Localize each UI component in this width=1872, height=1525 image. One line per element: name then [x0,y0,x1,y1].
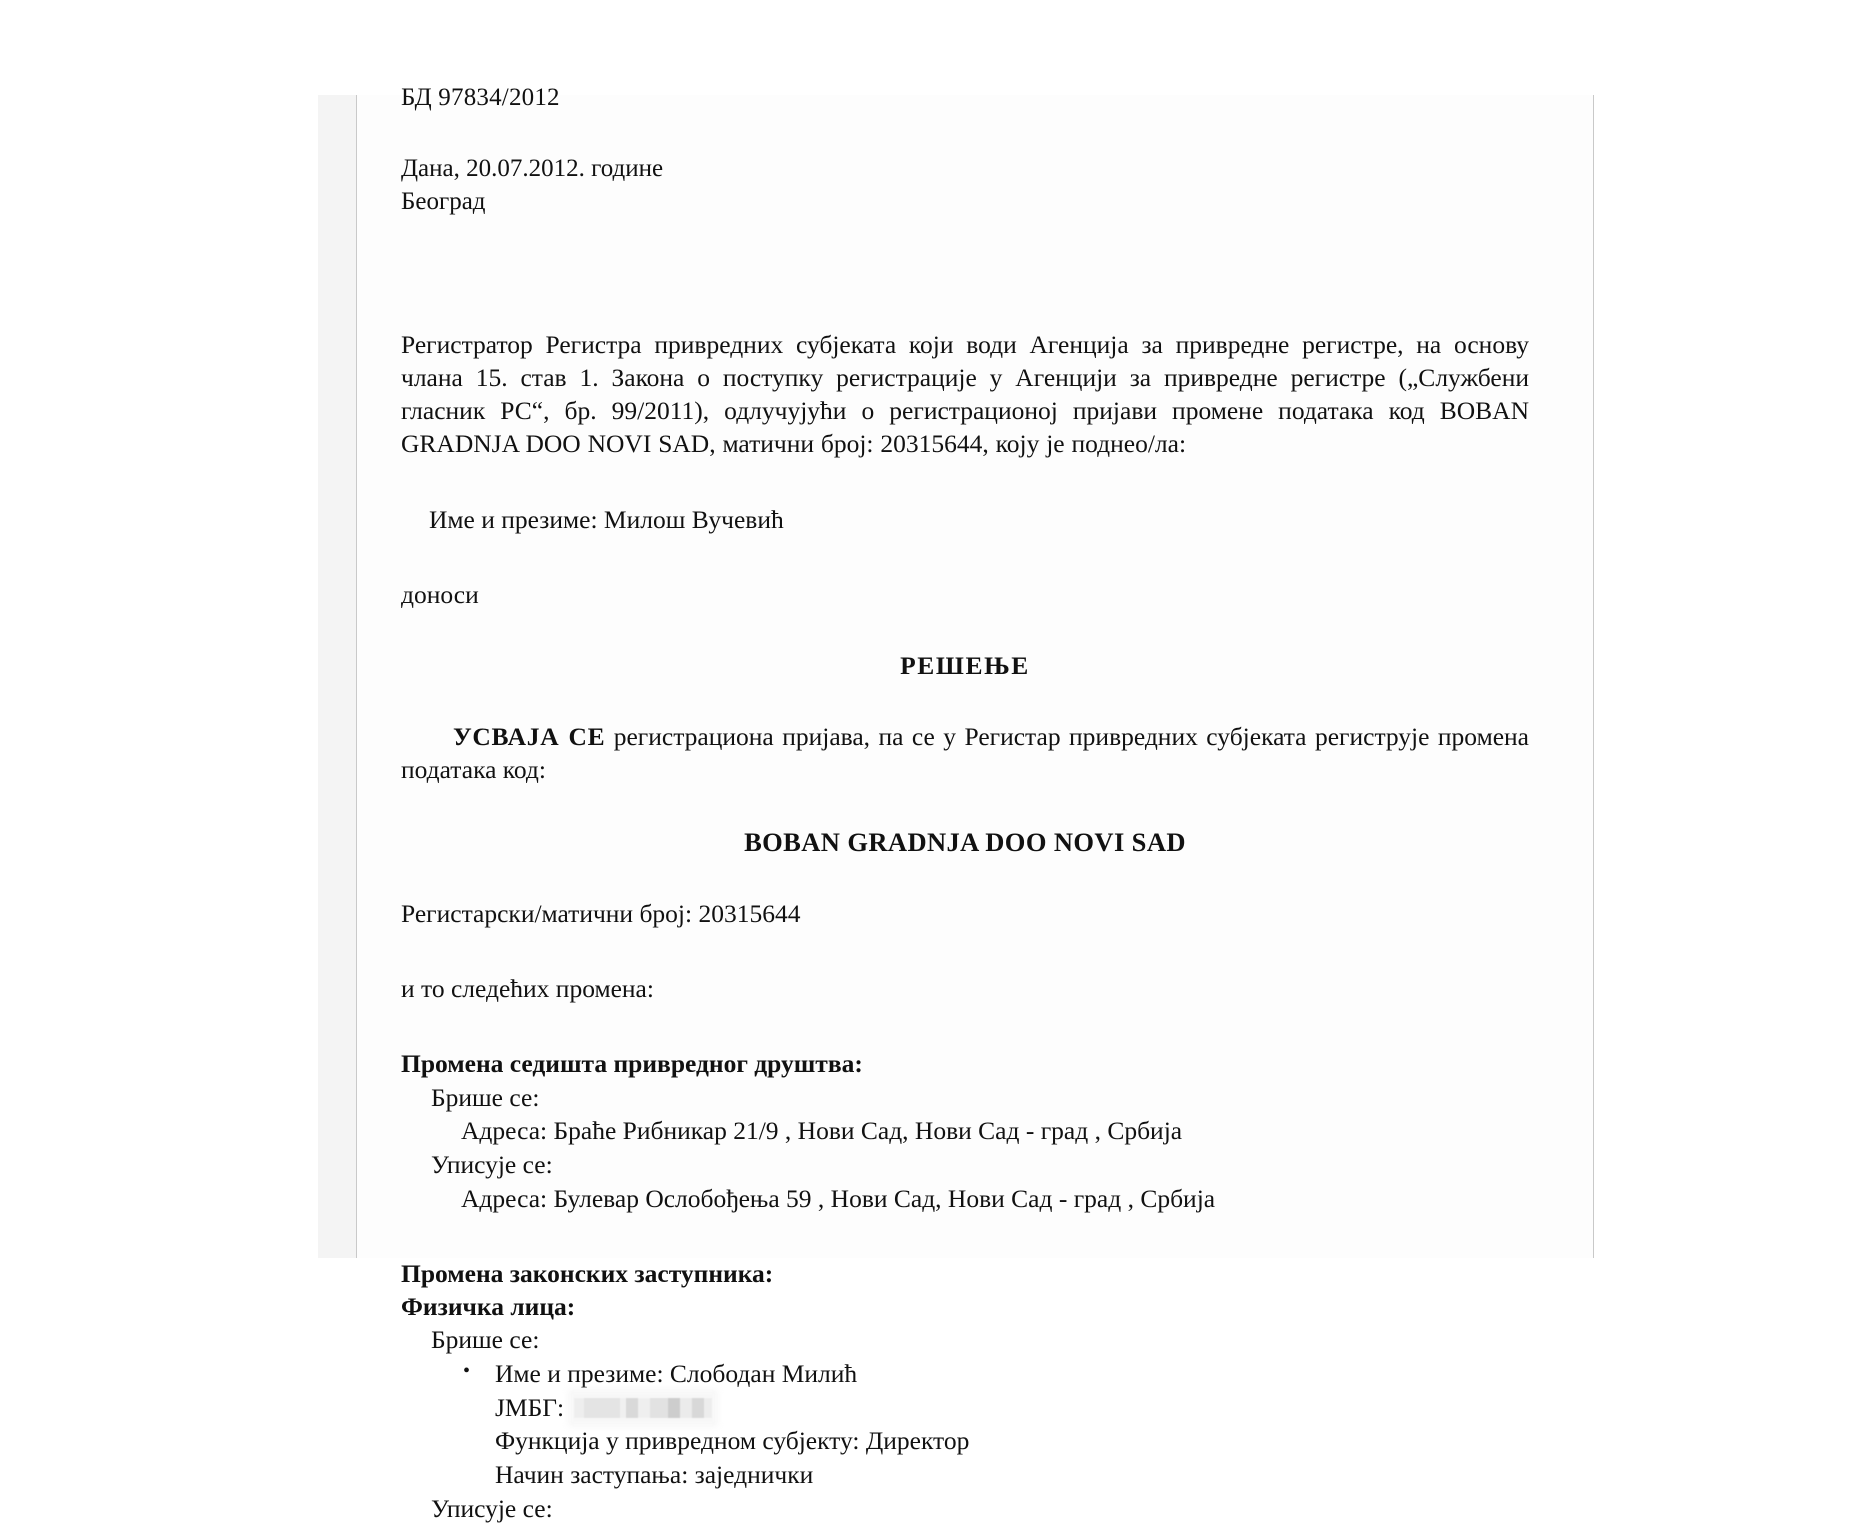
spacer [401,1215,1529,1257]
jmbg-label: ЈМБГ: [495,1392,565,1422]
document-date: Дана, 20.07.2012. године [401,155,664,182]
usvaja-se-label: УСВАЈА СЕ [453,722,606,752]
representative-function-line: Функција у привредном субјекту: Директор [495,1426,970,1456]
spacer [401,787,1529,829]
jmbg-redaction-block [574,1398,712,1418]
document-body [401,85,1529,1525]
spacer [401,678,1529,720]
document-page [356,84,1594,1523]
document-reference-number: БД 97834/2012 [401,84,560,111]
applicant-name-line: Име и презиме: Милош Вучевић [429,504,784,534]
intro-paragraph: Регистратор Регистра привредних субјеката који води Агенција за привредне регистре, на основу члана 15. став 1. Закона о поступку регистрације у Агенцији за привредне регистре („Службени гласник РС“, бр. 99/2011), одлучујући о регистрационој пријави промене података код BOBAN GRADNJA DOO NOVI SAD, матични број: 20315644, коју је поднео/ла: [401,330,1529,459]
representative-list-item [401,1357,1529,1391]
spacer [401,296,1529,328]
representatives-change-subheading: Физичка лица: [401,1292,576,1322]
usvaja-se-rest: регистрациона пријава, па се у Регистар привредних субјеката региструје промена података код: [401,722,1529,785]
representatives-change-heading: Промена законских заступника: [401,1259,774,1289]
representative-jmbg-row [401,1391,1529,1425]
seat-change-deleted-label: Брише се: [431,1082,540,1112]
decision-paragraph [401,720,1529,786]
representative-name-line: Име и презиме: Слободан Милић [495,1359,858,1389]
spacer [401,930,1529,972]
bullet-icon: • [463,1360,471,1383]
representative-representation-line: Начин заступања: заједнички [495,1460,814,1490]
donosi-line: доноси [401,579,479,609]
seat-change-deleted-address: Адреса: Браће Рибникар 21/9 , Нови Сад, Нови Сад - град , Србија [461,1116,1183,1146]
representatives-added-label: Уписује се: [431,1493,553,1523]
seat-change-added-address: Адреса: Булевар Ослобођења 59 , Нови Сад, Нови Сад - град , Србија [461,1183,1216,1213]
spacer [401,461,1529,503]
decision-heading: РЕШЕЊЕ [900,650,1030,680]
representatives-deleted-label: Брише се: [431,1325,540,1355]
spacer [401,218,1529,296]
page-gutter-band [318,95,356,1258]
spacer [401,855,1529,897]
seat-change-heading: Промена седишта привредног друштва: [401,1049,863,1079]
spacer [401,110,1529,152]
document-place: Београд [401,188,486,215]
spacer [401,1005,1529,1047]
spacer [401,611,1529,653]
seat-change-added-label: Уписује се: [431,1149,553,1179]
registry-number-line: Регистарски/матични број: 20315644 [401,899,801,929]
spacer [401,536,1529,578]
company-name-heading: BOBAN GRADNJA DOO NOVI SAD [744,826,1186,857]
changes-intro-line: и то следећих промена: [401,974,654,1004]
